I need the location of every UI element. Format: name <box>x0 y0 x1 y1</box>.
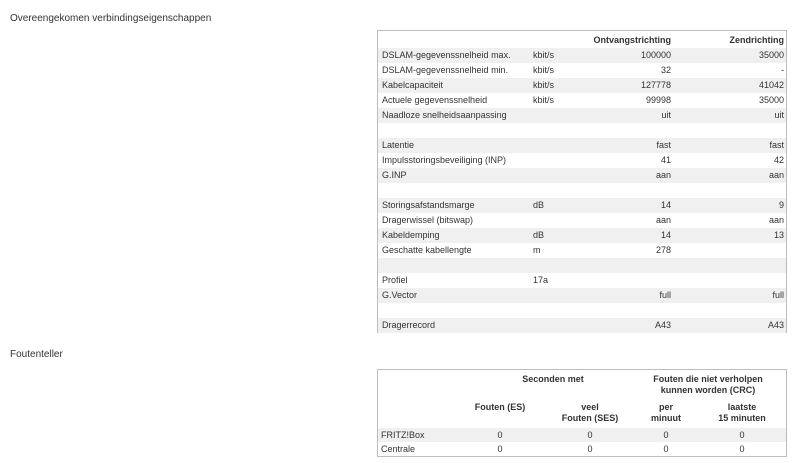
upstream-value: 35000 <box>758 50 784 60</box>
table-row <box>378 288 786 303</box>
downstream-value: 14 <box>660 230 671 240</box>
table-row <box>378 108 786 123</box>
col-ses-header-line2: Fouten (SES) <box>561 413 619 423</box>
col-es-header: Fouten (ES) <box>474 402 526 412</box>
crc-last15-value: 0 <box>739 430 745 440</box>
upstream-value: - <box>781 65 784 75</box>
table-row <box>378 93 786 108</box>
property-unit: 17a <box>533 275 549 285</box>
property-label: G.Vector <box>382 290 418 300</box>
property-label: Latentie <box>382 140 415 150</box>
property-label: Kabeldemping <box>382 230 440 240</box>
es-value: 0 <box>497 430 503 440</box>
upstream-value: uit <box>774 110 784 120</box>
table-row <box>378 168 786 183</box>
downstream-value: A43 <box>654 320 671 330</box>
crc-per-minute-value: 0 <box>663 430 669 440</box>
table-row <box>378 138 786 153</box>
crc-per-minute-value: 0 <box>663 444 669 454</box>
table-row <box>378 442 786 456</box>
table-header-row <box>378 33 786 48</box>
crc-header-line2: kunnen worden (CRC) <box>660 385 756 395</box>
ses-value: 0 <box>587 430 593 440</box>
table-row <box>378 183 786 198</box>
table-row <box>378 63 786 78</box>
table-row <box>378 273 786 288</box>
row-label: FRITZ!Box <box>381 430 425 440</box>
table-row <box>378 123 786 138</box>
seconds-with-header: Seconden met <box>522 374 584 384</box>
upstream-value: full <box>772 290 784 300</box>
crc-header-line1: Fouten die niet verholpen <box>653 374 763 384</box>
table-row <box>378 213 786 228</box>
property-label: Profiel <box>382 275 408 285</box>
upstream-value: aan <box>768 170 784 180</box>
col-last15-header-line2: 15 minuten <box>718 413 766 423</box>
errors-section-title: Foutenteller <box>10 349 63 360</box>
downstream-value: fast <box>656 140 671 150</box>
table-row <box>378 318 786 333</box>
property-label: DSLAM-gegevenssnelheid max. <box>382 50 511 60</box>
downstream-value: 99998 <box>645 95 671 105</box>
property-label: Naadloze snelheidsaanpassing <box>382 110 507 120</box>
upstream-value: 42 <box>773 155 784 165</box>
upstream-value: aan <box>768 215 784 225</box>
property-unit: kbit/s <box>533 65 555 75</box>
property-label: G.INP <box>382 170 407 180</box>
upstream-value: A43 <box>767 320 784 330</box>
upstream-value: 13 <box>773 230 784 240</box>
error-counter-table <box>377 369 787 457</box>
table-row <box>378 153 786 168</box>
upstream-value: 41042 <box>758 80 784 90</box>
table-row <box>378 198 786 213</box>
upstream-value: fast <box>769 140 784 150</box>
ses-value: 0 <box>587 444 593 454</box>
table-row <box>378 243 786 258</box>
table-row <box>378 258 786 273</box>
property-label: Dragerrecord <box>382 320 436 330</box>
property-label: Storingsafstandsmarge <box>382 200 475 210</box>
property-label: Actuele gegevenssnelheid <box>382 95 488 105</box>
property-unit: dB <box>533 200 545 210</box>
table-row <box>378 228 786 243</box>
property-unit: kbit/s <box>533 80 555 90</box>
header-upstream: Zendrichting <box>729 35 784 45</box>
header-downstream: Ontvangstrichting <box>593 35 671 45</box>
property-label: Dragerwissel (bitswap) <box>382 215 474 225</box>
downstream-value: uit <box>661 110 671 120</box>
downstream-value: 32 <box>660 65 671 75</box>
col-last15-header-line1: laatste <box>727 402 757 412</box>
table-row <box>378 303 786 318</box>
property-unit: kbit/s <box>533 95 555 105</box>
property-label: Geschatte kabellengte <box>382 245 472 255</box>
upstream-value: 35000 <box>758 95 784 105</box>
row-label: Centrale <box>381 444 416 454</box>
downstream-value: full <box>659 290 671 300</box>
connection-section-title: Overeengekomen verbindingseigenschappen <box>10 13 212 24</box>
col-per-minute-header-line1: per <box>658 402 673 412</box>
property-label: DSLAM-gegevenssnelheid min. <box>382 65 509 75</box>
downstream-value: 41 <box>660 155 671 165</box>
property-unit: kbit/s <box>533 50 555 60</box>
property-label: Impulsstoringsbeveiliging (INP) <box>382 155 507 165</box>
property-label: Kabelcapaciteit <box>382 80 444 90</box>
table-row <box>378 428 786 442</box>
downstream-value: aan <box>655 170 671 180</box>
col-ses-header-line1: veel <box>581 402 599 412</box>
es-value: 0 <box>497 444 503 454</box>
upstream-value: 9 <box>778 200 784 210</box>
property-unit: dB <box>533 230 545 240</box>
col-per-minute-header-line2: minuut <box>651 413 681 423</box>
downstream-value: aan <box>655 215 671 225</box>
downstream-value: 127778 <box>640 80 671 90</box>
property-unit: m <box>533 245 541 255</box>
downstream-value: 100000 <box>640 50 671 60</box>
connection-properties-table <box>377 30 787 333</box>
downstream-value: 14 <box>660 200 671 210</box>
table-row <box>378 48 786 63</box>
downstream-value: 278 <box>655 245 671 255</box>
table-row <box>378 78 786 93</box>
crc-last15-value: 0 <box>739 444 745 454</box>
